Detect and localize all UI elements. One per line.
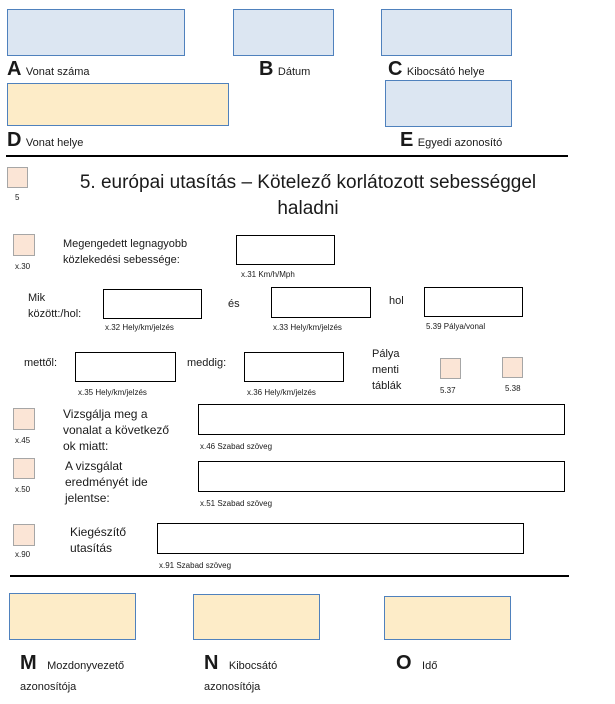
x539-code: 5.39 Pálya/vonal xyxy=(426,322,486,331)
instruction-number: 5 xyxy=(15,193,20,202)
between-to-field[interactable] xyxy=(271,287,371,318)
letter-b: B xyxy=(259,58,274,80)
instruction-checkbox[interactable] xyxy=(7,167,28,188)
between-label: Mik között:/hol: xyxy=(28,292,82,320)
driver-id-field[interactable] xyxy=(9,593,136,640)
label-a-text: Vonat száma xyxy=(25,66,90,78)
date-field[interactable] xyxy=(233,9,334,56)
x36-code: x.36 Hely/km/jelzés xyxy=(247,388,316,397)
instruction-title-line1: 5. európai utasítás – Kötelező korlátozott sebességgel xyxy=(79,172,537,193)
signs-label: Pálya menti táblák xyxy=(372,348,402,392)
label-b-text: Dátum xyxy=(277,66,311,78)
train-number-field[interactable] xyxy=(7,9,185,56)
and-label: és xyxy=(228,298,240,310)
label-n-line2: azonosítója xyxy=(204,681,261,693)
unique-id-field[interactable] xyxy=(385,80,512,127)
letter-d: D xyxy=(7,129,22,151)
label-e-text: Egyedi azonosító xyxy=(417,137,503,149)
issuer-id-field[interactable] xyxy=(193,594,320,640)
label-m xyxy=(20,652,124,675)
letter-o: O xyxy=(396,652,412,674)
sign-538-checkbox[interactable] xyxy=(502,357,523,378)
time-field[interactable] xyxy=(384,596,511,640)
divider-bottom xyxy=(10,575,569,577)
x30-question: Megengedett legnagyobb közlekedési sebessége: xyxy=(63,238,188,266)
sign-538-code: 5.38 xyxy=(505,384,521,393)
x30-code: x.30 xyxy=(15,262,31,271)
label-e xyxy=(400,129,502,152)
label-n-line1: Kibocsátó xyxy=(228,660,278,672)
label-a xyxy=(7,58,90,81)
letter-n: N xyxy=(204,652,219,674)
x90-code: x.90 xyxy=(15,550,31,559)
label-o-line1: Idő xyxy=(422,660,438,672)
x46-code: x.46 Szabad szöveg xyxy=(200,442,273,451)
x45-code: x.45 xyxy=(15,436,31,445)
additional-instruction-field[interactable] xyxy=(157,523,524,554)
issue-place-field[interactable] xyxy=(381,9,512,56)
x50-question: A vizsgálat eredményét ide jelentse: xyxy=(65,459,148,505)
letter-m: M xyxy=(20,652,37,674)
x30-checkbox[interactable] xyxy=(13,234,35,256)
x51-code: x.51 Szabad szöveg xyxy=(200,499,273,508)
hol-label: hol xyxy=(389,295,404,307)
label-n xyxy=(204,652,277,675)
instruction-title-line2: haladni xyxy=(277,198,339,219)
max-speed-field[interactable] xyxy=(236,235,335,265)
sign-537-code: 5.37 xyxy=(440,386,456,395)
label-d-text: Vonat helye xyxy=(25,137,84,149)
label-o xyxy=(396,652,437,675)
instruction-title xyxy=(48,170,568,222)
sign-537-checkbox[interactable] xyxy=(440,358,461,379)
x90-checkbox[interactable] xyxy=(13,524,35,546)
x50-checkbox[interactable] xyxy=(13,458,35,479)
report-result-field[interactable] xyxy=(198,461,565,492)
letter-c: C xyxy=(388,58,403,80)
investigate-reason-field[interactable] xyxy=(198,404,565,435)
label-m-line1: Mozdonyvezető xyxy=(47,660,125,672)
between-from-field[interactable] xyxy=(103,289,202,319)
letter-a: A xyxy=(7,58,22,80)
from-label: mettől: xyxy=(24,357,58,369)
x35-code: x.35 Hely/km/jelzés xyxy=(78,388,147,397)
x32-code: x.32 Hely/km/jelzés xyxy=(105,323,174,332)
to-field[interactable] xyxy=(244,352,344,382)
divider-top xyxy=(6,155,568,157)
track-line-field[interactable] xyxy=(424,287,523,317)
from-field[interactable] xyxy=(75,352,176,382)
label-c xyxy=(388,58,485,81)
x33-code: x.33 Hely/km/jelzés xyxy=(273,323,342,332)
label-c-text: Kibocsátó helye xyxy=(406,66,485,78)
to-label: meddig: xyxy=(187,357,227,369)
label-d xyxy=(7,129,83,152)
train-location-field[interactable] xyxy=(7,83,229,126)
x50-code: x.50 xyxy=(15,485,31,494)
x91-code: x.91 Szabad szöveg xyxy=(159,561,232,570)
label-m-line2: azonosítója xyxy=(20,681,77,693)
label-b xyxy=(259,58,310,81)
x90-question: Kiegészítő utasítás xyxy=(70,525,127,555)
x31-code: x.31 Km/h/Mph xyxy=(241,270,295,279)
x45-question: Vizsgálja meg a vonalat a következő ok miatt: xyxy=(63,407,170,453)
letter-e: E xyxy=(400,129,414,151)
x45-checkbox[interactable] xyxy=(13,408,35,430)
